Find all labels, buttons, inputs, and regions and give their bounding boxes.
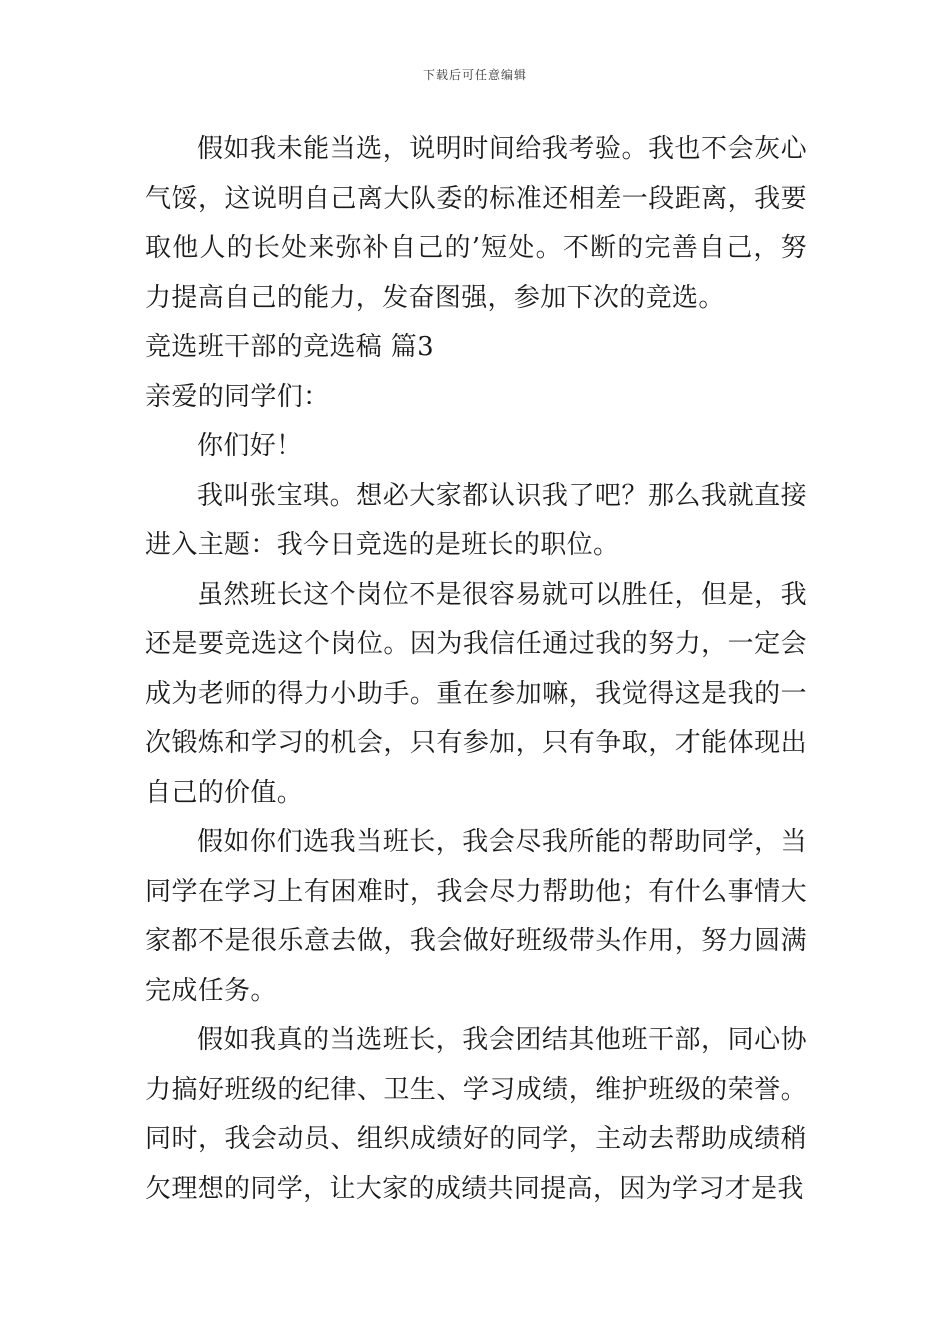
document-body (145, 125, 807, 1214)
section-heading: 竞选班干部的竞选稿 篇3 (145, 332, 435, 362)
paragraph-helping-classmates: 假如你们选我当班长，我会尽我所能的帮助同学，当同学在学习上有困难时，我会尽力帮助他；有什么事情大家都不是很乐意去做，我会做好班级带头作用，努力圆满完成任务。 (145, 827, 807, 1006)
paragraph-teamwork: 假如我真的当选班长，我会团结其他班干部，同心协力搞好班级的纪律、卫生、学习成绩，维护班级的荣誉。同时，我会动员、组织成绩好的同学，主动去帮助成绩稍欠理想的同学，让大家的成绩共同提高，因为学习才是我 (145, 1025, 807, 1204)
paragraph-not-elected: 假如我未能当选，说明时间给我考验。我也不会灰心气馁，这说明自己离大队委的标准还相差一段距离，我要取他人的长处来弥补自己的’短处。不断的完善自己，努力提高自己的能力，发奋图强，参加下次的竞选。 (145, 134, 807, 313)
salutation: 亲爱的同学们： (145, 381, 330, 412)
page-header: 下载后可任意编辑 (422, 68, 527, 82)
paragraph-motivation: 虽然班长这个岗位不是很容易就可以胜任，但是，我还是要竞选这个岗位。因为我信任通过我的努力，一定会成为老师的得力小助手。重在参加嘛，我觉得这是我的一次锻炼和学习的机会，只有参加，只有争取，才能体现出自己的价值。 (145, 579, 807, 808)
greeting: 你们好！ (197, 431, 303, 461)
paragraph-introduction: 我叫张宝琪。想必大家都认识我了吧？那么我就直接进入主题：我今日竞选的是班长的职位。 (145, 480, 807, 560)
